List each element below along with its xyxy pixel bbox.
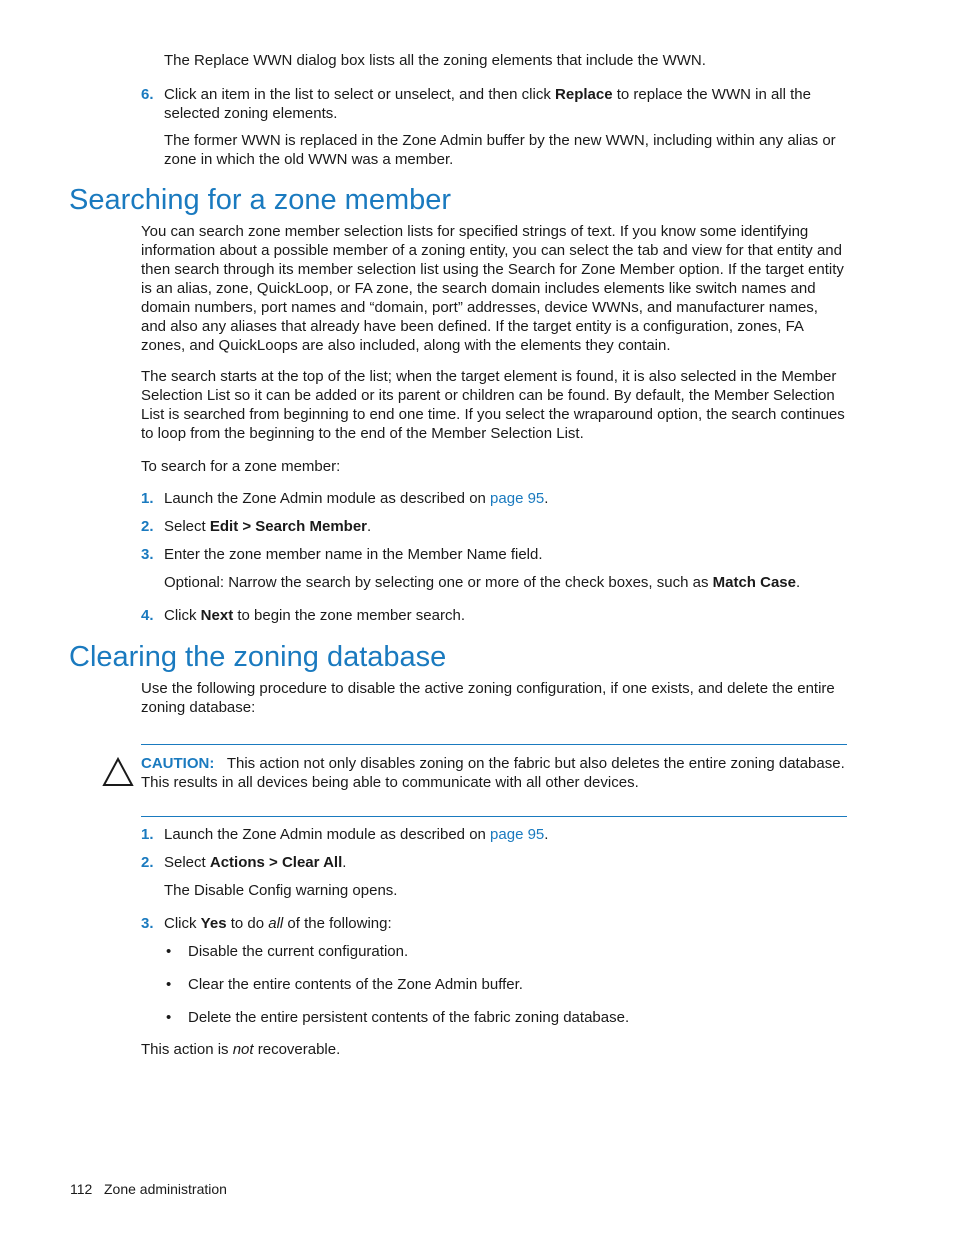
bullet-item: Clear the entire contents of the Zone Admin buffer. [188,976,523,993]
step-note: Optional: Narrow the search by selecting one or more of the check boxes, such as Match Case. [164,574,801,591]
step-number: 1. [141,490,154,507]
bullet-item: Disable the current configuration. [188,943,409,960]
step-text: Click Yes to do all of the following: [164,915,392,932]
closing-paragraph: This action is not recoverable. [141,1041,341,1058]
step-text: Launch the Zone Admin module as described on page 95. [164,826,549,843]
step-number: 3. [141,546,154,563]
step-number: 2. [141,518,154,535]
caution-label: CAUTION: [141,755,215,772]
step-text: Select Actions > Clear All. [164,854,347,871]
step-text: Enter the zone member name in the Member Name field. [164,546,543,563]
warning-triangle-icon [102,757,134,787]
step-number: 3. [141,915,154,932]
footer-section-title: Zone administration [104,1181,227,1197]
step-text: Launch the Zone Admin module as described on page 95. [164,490,549,507]
page-link[interactable]: page 95 [490,490,545,507]
intro-paragraph: The Replace WWN dialog box lists all the zoning elements that include the WWN. [164,52,706,69]
procedure-lead: To search for a zone member: [141,458,341,475]
page-link[interactable]: page 95 [490,826,545,843]
intro-paragraph: The former WWN is replaced in the Zone Admin buffer by the new WWN, including within any alias or zone in which the old WWN was a member. [164,132,836,168]
page-footer [70,1180,227,1199]
page-number: 112 [70,1181,93,1197]
step-text: Click Next to begin the zone member search. [164,607,465,624]
caution-bottom-rule [141,816,847,817]
bullet-marker: • [166,943,172,960]
bullet-marker: • [166,1009,172,1026]
body-paragraph: You can search zone member selection lists for specified strings of text. If you know some identifying information about a possible member of a zoning entity, you can select the tab and view for that entity and then search through its member selection list using the Search for Zone Member option. If the target entity is an alias, zone, QuickLoop, or FA zone, the search domain includes elements like switch names and domain numbers, port names and “domain, port” addresses, device WWNs, and manufacturer names, and also any aliases that already have been defined. If the target entity is a configuration, zones, FA zones, and QuickLoops are also included, along with the elements they contain. [141,223,844,354]
caution-text: CAUTION: This action not only disables zoning on the fabric but also deletes the entire zoning database. This results in all devices being able to communicate with all other devices. [141,755,845,791]
step-number: 6. [141,86,154,103]
step-number: 2. [141,854,154,871]
body-paragraph: The search starts at the top of the list; when the target element is found, it is also selected in the Member Selection List so it can be added or its parent or children can be found. By default, the Member Selection List is searched from beginning to end one time. If you select the wraparound option, the search continues to loop from the beginning to the end of the Member Selection List. [141,368,845,442]
step-number: 4. [141,607,154,624]
body-paragraph: Use the following procedure to disable the active zoning configuration, if one exists, and delete the entire zoning database: [141,680,835,716]
section-heading-clearing: Clearing the zoning database [69,641,447,673]
bullet-marker: • [166,976,172,993]
section-heading-searching: Searching for a zone member [69,184,452,216]
step-text: Click an item in the list to select or unselect, and then click Replace to replace the WWN in all the selected zoning elements. [164,86,811,122]
caution-top-rule [141,744,847,745]
bullet-item: Delete the entire persistent contents of the fabric zoning database. [188,1009,630,1026]
step-text: Select Edit > Search Member. [164,518,372,535]
step-number: 1. [141,826,154,843]
step-note: The Disable Config warning opens. [164,882,398,899]
